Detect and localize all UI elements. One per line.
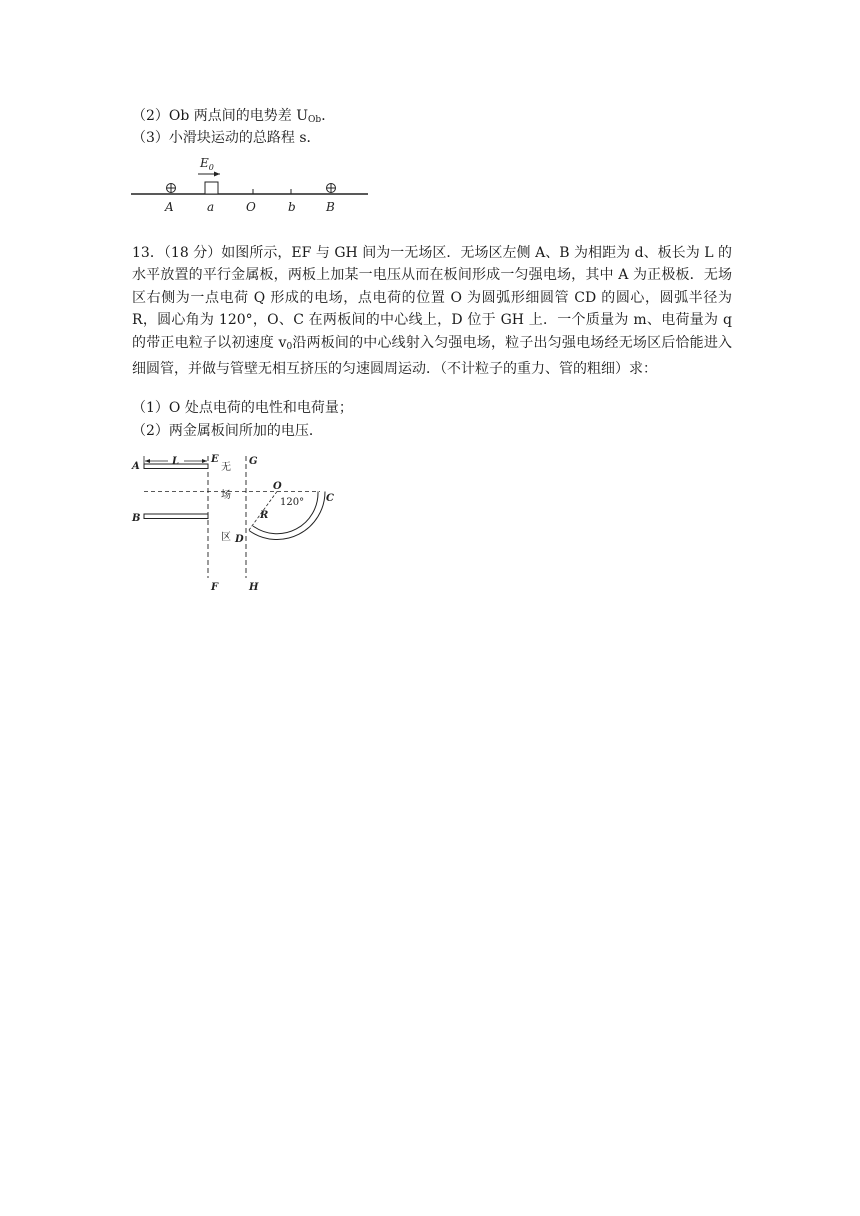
problem-13-q1-text: （1）O 处点电荷的电性和电荷量；: [132, 400, 353, 416]
problem-13-body-cont: 沿两板间的中心线射入匀强电场，粒子出匀强电场经无场区后恰能进入细圆管，并做与管壁无相互挤压的匀速圆周运动．（不计粒子的重力、管的粗细）求：: [132, 334, 733, 378]
zone-char-3: 区: [221, 532, 231, 543]
label-A: A: [165, 200, 174, 214]
label-B: B: [326, 200, 335, 214]
figure-plates-arc: [128, 450, 343, 595]
problem-13-text: [132, 242, 732, 380]
label-h: H: [249, 582, 259, 593]
label-c: C: [326, 493, 334, 504]
figure-track: [128, 150, 378, 216]
question-2-suffix: ．: [321, 108, 336, 124]
plate-a-label: A: [132, 461, 140, 472]
label-e: E: [211, 454, 219, 465]
label-O: O: [246, 200, 256, 214]
angle-label: 120°: [280, 497, 305, 508]
problem-13-body: 13．（18 分）如图所示，EF 与 GH 间为一无场区．无场区左侧 A、B 为相距为 d、板长为 L 的水平放置的平行金属板，两板上加某一电压从而在板间形成一匀强电场，其中 A 为正极板．无场区右侧为一点电荷 Q 形成的电场，点电荷的位置 O 为圆弧形细圆管 CD 的圆心，圆弧半径为 R，圆心角为 120°，O、C 在两板间的中心线上，D 位于 GH 上．一个质量为 m、电荷量为 q 的带正电粒子以初速度 v: [132, 245, 732, 351]
plate-b-label: B: [132, 513, 141, 524]
field-arrowhead: [214, 172, 220, 177]
zone-char-1: 无: [221, 462, 231, 473]
length-label: L: [172, 456, 180, 467]
problem-13-q2: [132, 420, 323, 442]
length-arrowhead-right: [202, 459, 207, 463]
label-b: b: [288, 200, 296, 214]
slider-block: [205, 182, 218, 194]
label-r: R: [260, 510, 269, 521]
plate-b: [144, 514, 208, 519]
length-arrowhead-left: [145, 459, 150, 463]
question-3-line: [132, 127, 321, 149]
problem-13-subscript: 0: [286, 341, 293, 352]
field-label: $E_0$: [200, 156, 214, 172]
label-f: F: [211, 582, 219, 593]
question-2-subscript: Ob: [308, 115, 322, 125]
label-a: a: [207, 200, 215, 214]
label-d: D: [235, 534, 244, 545]
problem-13-q2-text: （2）两金属板间所加的电压．: [132, 423, 323, 439]
question-2-text: （2）Ob 两点间的电势差 U: [132, 108, 309, 124]
label-g: G: [249, 456, 258, 467]
label-o: O: [273, 481, 282, 492]
problem-13-q1: [132, 397, 353, 419]
question-3-text: （3）小滑块运动的总路程 s．: [132, 130, 321, 146]
zone-char-2: 场: [221, 490, 231, 501]
